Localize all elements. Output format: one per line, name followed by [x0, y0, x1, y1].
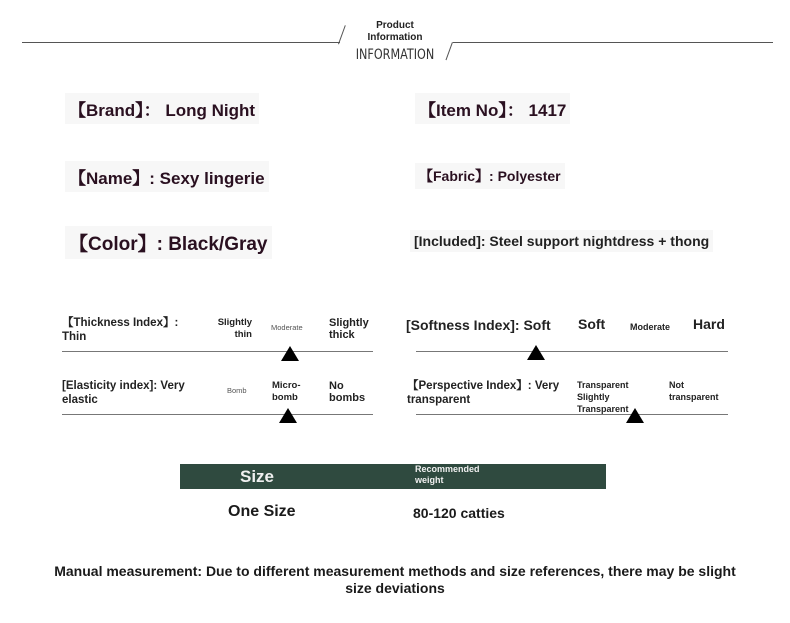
elasticity-option-no-bombs-line2: bombs: [329, 392, 366, 404]
measurement-note: Manual measurement: Due to different measurement methods and size references, there may be slight size deviations: [54, 563, 736, 596]
elasticity-label: [62, 379, 185, 407]
thickness-option-slightly-thick-line1: Slightly: [329, 317, 369, 329]
thickness-option-moderate: Moderate: [271, 323, 303, 332]
thickness-label: [62, 316, 178, 344]
included-field: [Included]: Steel support nightdress + thong: [410, 230, 713, 252]
thickness-option-slightly-thin-line1: Slightly: [217, 317, 252, 328]
header-subtitle: INFORMATION: [355, 47, 435, 63]
size-column-header: Size: [240, 467, 275, 486]
perspective-scale-line: [416, 414, 728, 415]
perspective-option-line2: Slightly: [577, 392, 610, 402]
perspective-option-not-line2: transparent: [669, 392, 719, 402]
item-no-field: 【Item No】： 1417: [415, 93, 570, 124]
perspective-label: [407, 379, 559, 407]
elasticity-option-micro-bomb-line1: Micro-: [272, 380, 301, 391]
elasticity-option-no-bombs: [329, 380, 365, 404]
perspective-option-line3: Transparent: [577, 404, 629, 414]
fabric-field: 【Fabric】: Polyester: [415, 163, 565, 189]
weight-column-header: [415, 464, 525, 486]
perspective-marker: [626, 408, 644, 423]
thickness-marker: [281, 346, 299, 361]
perspective-option-transparent-slightly: [577, 379, 629, 415]
thickness-option-slightly-thin-line2: thin: [234, 329, 252, 340]
name-field: 【Name】: Sexy lingerie: [65, 161, 269, 192]
thickness-scale-line: [62, 351, 373, 352]
softness-option-soft: Soft: [578, 316, 606, 332]
elasticity-option-micro-bomb-line2: bomb: [272, 392, 298, 403]
softness-scale-line: [416, 351, 728, 352]
perspective-label-line2: transparent: [407, 394, 471, 406]
thickness-label-line2: Thin: [62, 331, 87, 343]
perspective-option-not-transparent: [669, 379, 719, 403]
softness-marker: [527, 345, 545, 360]
elasticity-label-line1: [Elasticity index]: Very: [62, 380, 185, 392]
elasticity-marker: [279, 408, 297, 423]
header-title-line1: Product: [376, 20, 414, 31]
header-line-right: [453, 42, 773, 43]
perspective-option-not-line1: Not: [669, 380, 684, 390]
weight-column-header-line1: Recommended: [415, 464, 480, 474]
size-value: One Size: [228, 503, 296, 520]
weight-column-header-line2: weight: [415, 475, 444, 485]
thickness-label-line1: 【Thickness Index】:: [62, 317, 179, 329]
elasticity-scale-line: [62, 414, 373, 415]
elasticity-label-line2: elastic: [62, 394, 98, 406]
header-slash-right: [446, 42, 453, 60]
elasticity-option-micro-bomb: [272, 380, 301, 404]
header-line-left: [22, 42, 340, 43]
elasticity-option-bomb: Bomb: [227, 386, 247, 395]
thickness-option-slightly-thick-line2: thick: [329, 329, 355, 341]
elasticity-option-no-bombs-line1: No: [329, 380, 344, 392]
softness-option-hard: Hard: [693, 316, 725, 332]
perspective-label-line1: 【Perspective Index】: Very: [407, 380, 560, 392]
thickness-option-slightly-thick: [329, 317, 369, 341]
softness-label: [Softness Index]: Soft: [406, 317, 551, 333]
perspective-option-line1: Transparent: [577, 380, 629, 390]
weight-value: 80-120 catties: [413, 505, 505, 521]
brand-field: 【Brand】： Long Night: [65, 93, 259, 124]
header-title-line2: Information: [367, 32, 423, 43]
header-title: [340, 20, 450, 44]
thickness-option-slightly-thin: [212, 317, 252, 341]
color-field: 【Color】: Black/Gray: [65, 226, 272, 259]
softness-option-moderate: Moderate: [630, 322, 671, 332]
